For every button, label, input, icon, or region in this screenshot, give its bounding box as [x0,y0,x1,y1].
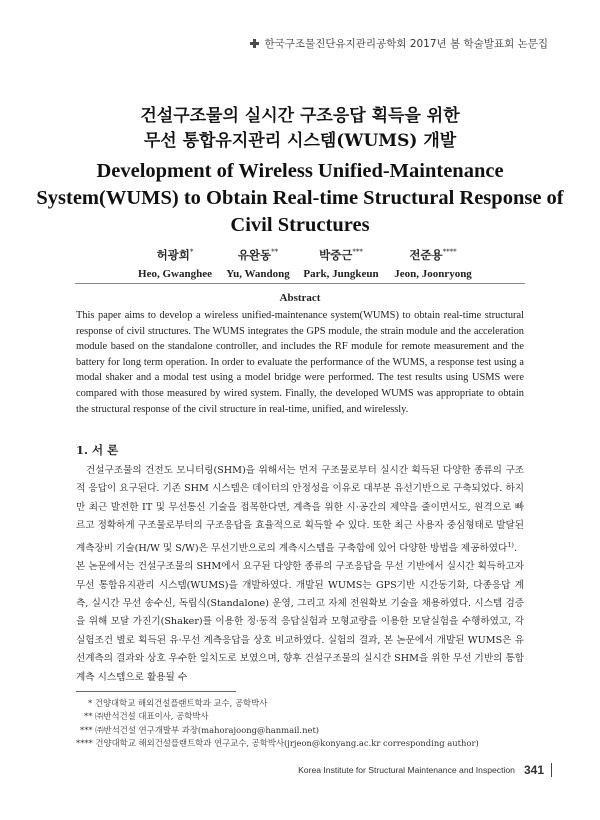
reference-mark: 1) [507,540,514,549]
abstract-text: This paper aims to develop a wireless unified-maintenance system(WUMS) to obtain real-time structural response of civil structures. The WUMS integrates the GPS module, the strain module and the acceleration module based on the standalone controller, and includes the RF module for remote measurement and the battery for long term operation. In order to evaluate the performance of the WUMS, a response test using a modal shaker and a modal test using a model bridge were performed. The test results using USMS were compared with those measured by wired system. Finally, the developed WUMS was appropriate to obtain the structural response of the civil structure in real-time, unified, and wirelessly. [76,310,524,415]
footnotes [76,697,524,751]
title-divider [75,283,525,284]
author-name-kr: 박중근 [319,248,353,262]
author-name-en: Heo, Gwanghee [138,268,212,280]
english-title [0,158,600,239]
author-name-kr: 유완동 [237,248,272,262]
footnote: * 건양대학교 해외건설플랜트학과 교수, 공학박사 [88,698,268,708]
author-name-kr: 전준용 [409,248,443,262]
cross-icon [250,39,259,48]
journal-name: Korea Institute for Structural Maintenance and Inspection [298,765,515,775]
english-title-line-3: Civil Structures [230,214,370,236]
author-name-en: Park, Jungkeun [303,268,379,280]
english-title-line-1: Development of Wireless Unified-Maintenance [96,160,504,182]
footnote: **** 건양대학교 해외건설플랜트학과 연구교수, 공학박사(jrjeon@konyang.ac.kr corresponding author) [76,738,479,749]
author-name-en: Jeon, Joonryong [394,268,472,280]
page-footer [298,763,552,777]
paragraph [76,462,524,558]
footnote: ** ㈜반석건설 대표이사, 공학박사 [84,711,209,722]
korean-title-line-1: 건설구조물의 실시간 구조응답 획득을 위한 [140,106,460,126]
footnote: *** ㈜반석건설 연구개발부 과장(mahorajoong@hanmail.net) [80,724,320,735]
proceedings-header [250,36,548,51]
paragraph: 본 논문에서는 건설구조물의 SHM에서 요구된 다양한 종류의 구조응답을 무선 기반에서 실시간 획득하고자 무선 통합유지관리 시스템(WUMS)을 개발하였다. 개발된 WUMS는 GPS기반 시간동기화, 다종응답 계측, 실시간 무선 송수신, 독립식(Standalone) 운영, 그리고 자체 전원확보 기술을 채용하였다. 시스템 검증을 위해 모달 가진기(Shaker)를 이용한 정·동적 응답실험과 모형교량을 이용한 모달실험을 수행하였고, 각 실험조건 별로 획득된 유·무선 계측응답을 상호 비교하였다. 실험의 결과, 본 논문에서 개발된 WUMS은 유선계측의 결과와 상호 우수한 일치도로 보였으며, 향후 건설구조물의 실시간 SHM을 위한 무선 기반의 통합계측 시스템으로 활용될 수 [76,561,524,683]
section-heading: 1. 서 론 [76,443,119,457]
author-mark: **** [442,248,457,257]
author-mark: ** [271,248,279,257]
author-name-kr: 허광희 [156,248,190,262]
paragraph-end: . [513,542,518,554]
footnote-divider [76,691,236,692]
paragraph-text: 건설구조물의 건전도 모니터링(SHM)을 위해서는 먼저 구조물로부터 실시간 획득된 다양한 종류의 구조적 응답이 요구된다. 기존 SHM 시스템은 데이터의 안정성을 이유로 대부분 유선기반으로 구축되었다. 하지만 최근 발전한 IT 및 무선통신 기술을 접목한다면, 계측을 위한 시·공간의 제약을 줄이면서도, 원격으로 빠르고 정확하게 구조물로부터의 구조응답을 효율적으로 획득할 수 있다. 또한 최근 사용자 중심형태로 발달된 계측장비 기술(H/W 및 S/W)은 무선기반으로의 계측시스템을 구축함에 있어 다양한 방법을 제공하였다 [76,465,524,554]
author-mark: *** [352,248,363,257]
proceedings-title: 한국구조물진단유지관리공학회 2017년 봄 학술발표회 논문집 [264,38,548,50]
abstract-heading: Abstract [279,292,321,304]
author-mark: * [189,248,194,257]
page-number: 341 [524,763,552,777]
body-text [76,462,524,687]
author [373,247,493,280]
korean-title [0,104,600,154]
author-name-en: Yu, Wandong [226,268,290,280]
english-title-line-2: System(WUMS) to Obtain Real-time Structural Response of [36,187,564,209]
korean-title-line-2: 무선 통합유지관리 시스템(WUMS) 개발 [143,131,457,151]
